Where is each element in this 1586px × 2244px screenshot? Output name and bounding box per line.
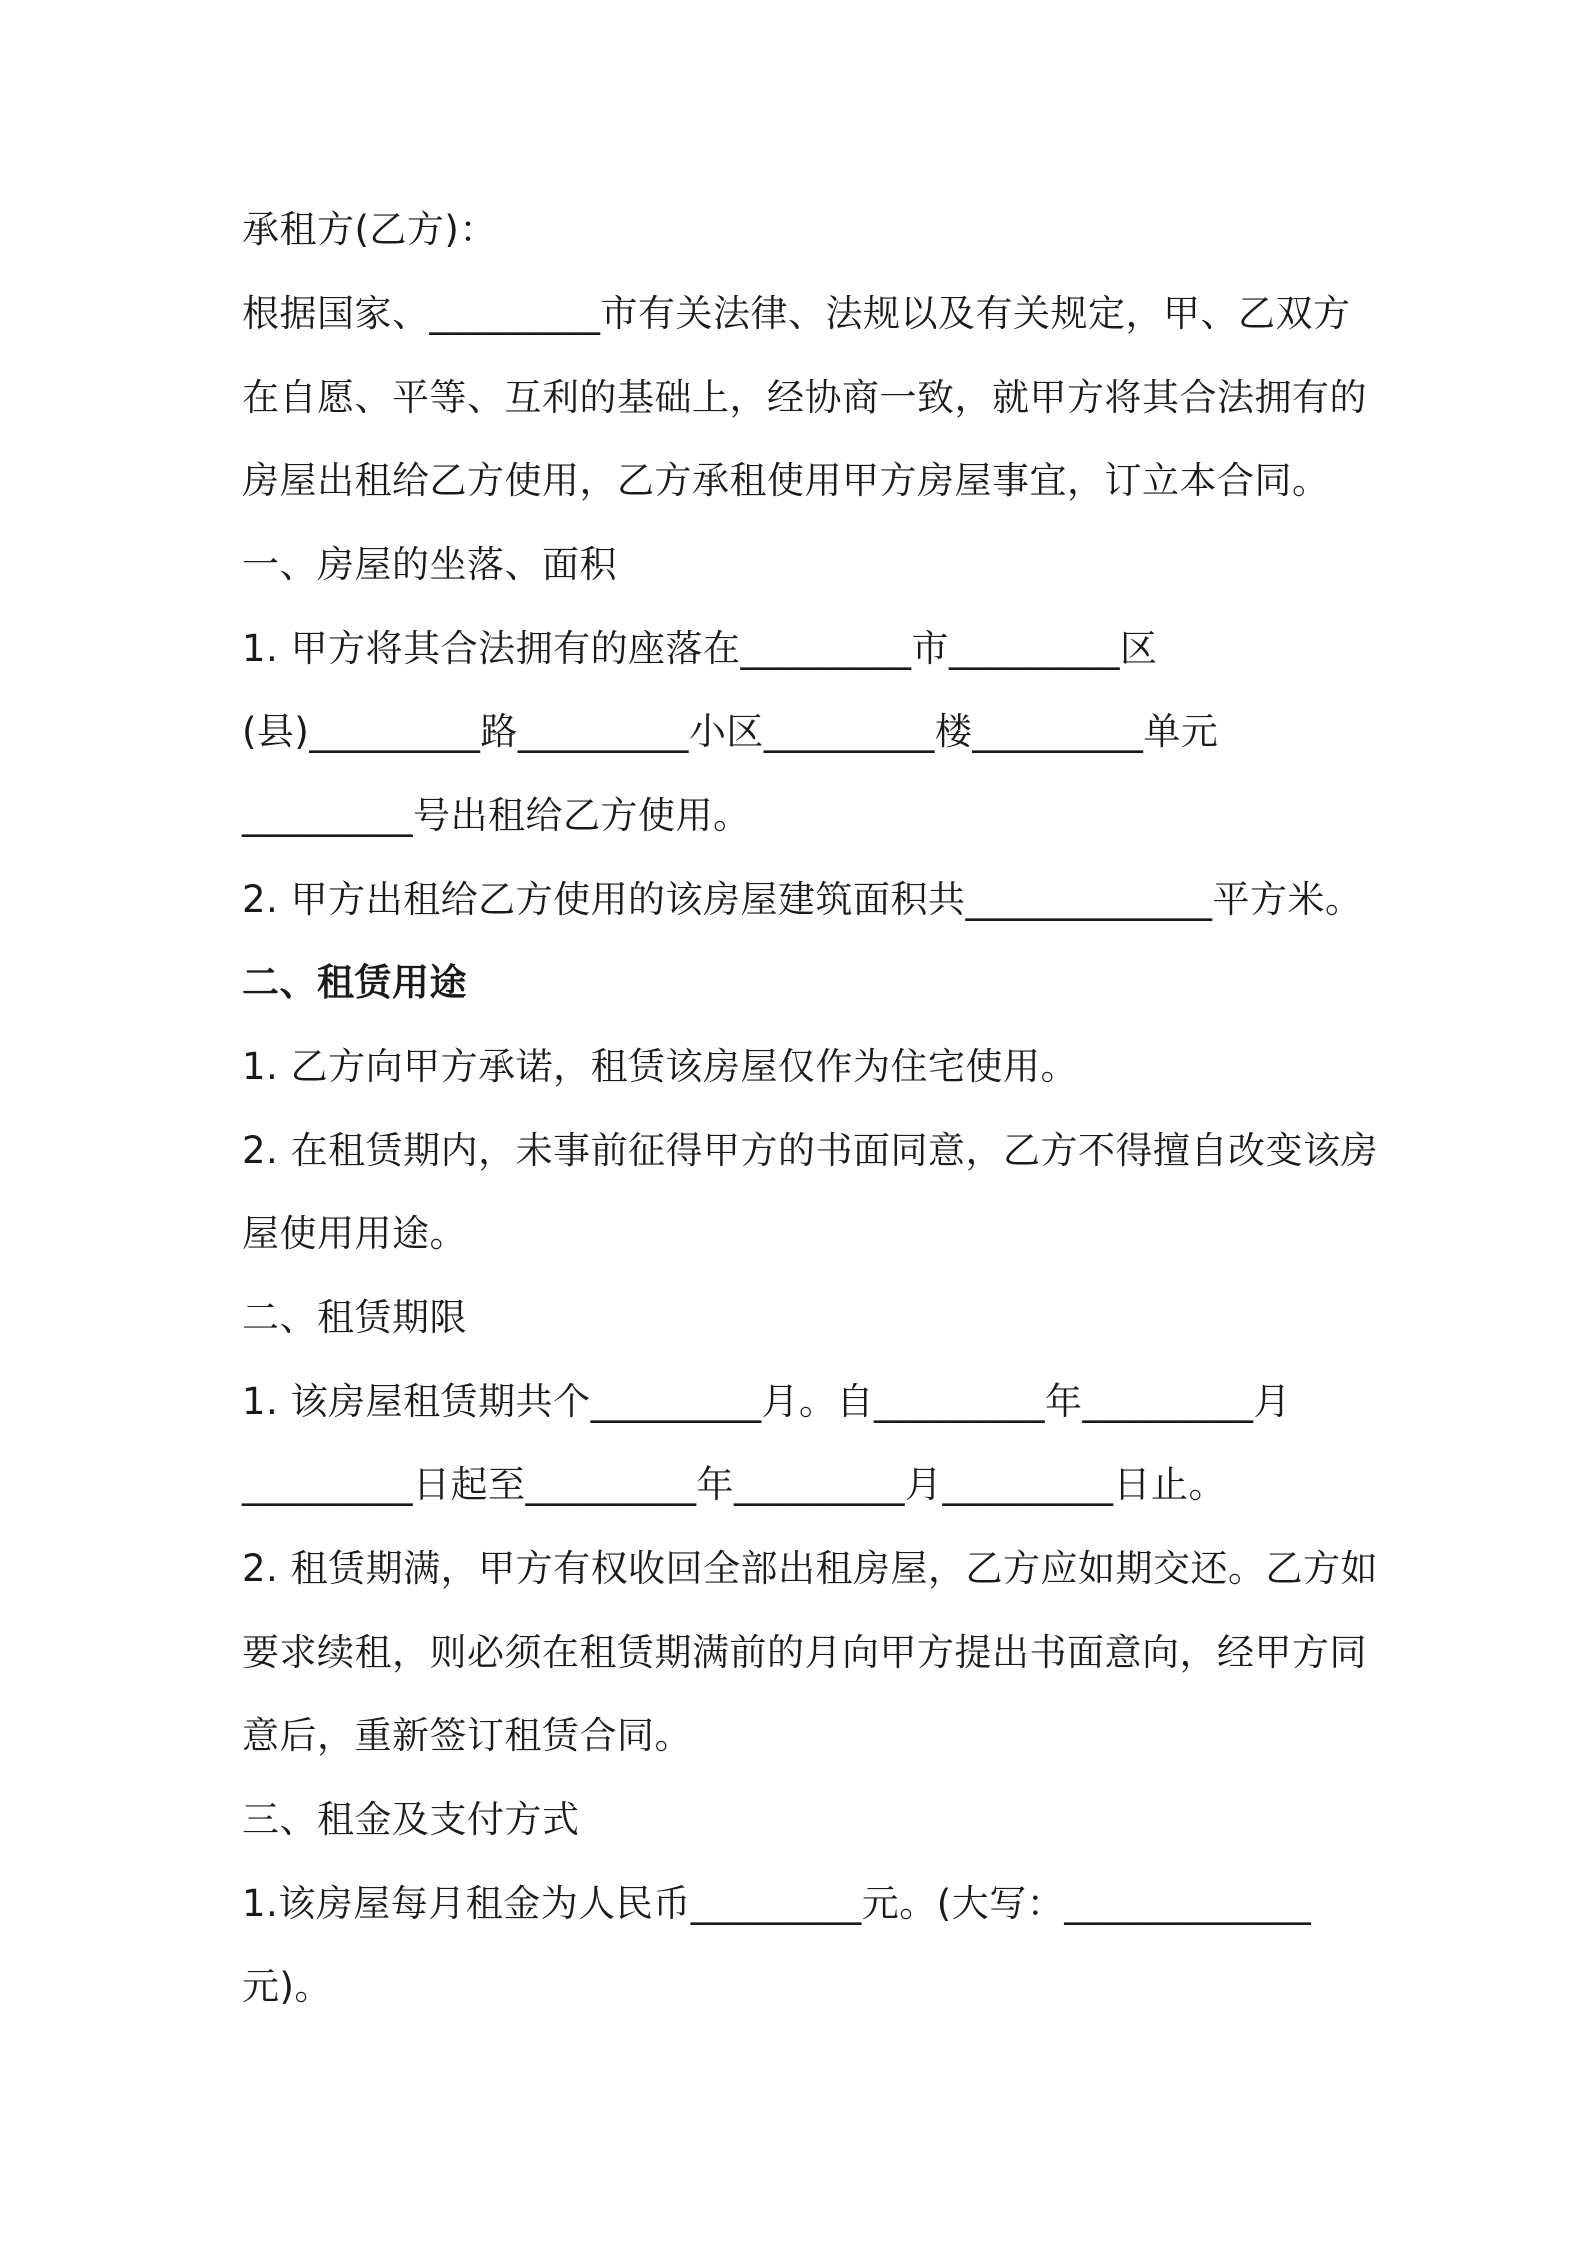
section-heading-term: 二、租赁期限 xyxy=(242,1296,467,1339)
clause-term-2-line-2: 要求续租，则必须在租赁期满前的月向甲方提出书面意向，经甲方同 xyxy=(242,1631,1367,1674)
clause-rent-line-1: 1.该房屋每月租金为人民币_________元。(大写：_____________ xyxy=(242,1882,1312,1925)
preamble-line-1: 根据国家、_________市有关法律、法规以及有关规定，甲、乙双方 xyxy=(242,292,1351,335)
clause-location-line-3: _________号出租给乙方使用。 xyxy=(242,794,751,837)
clause-term-1-line-1: 1. 该房屋租赁期共个_________月。自_________年_________月 xyxy=(242,1380,1292,1423)
clause-term-2-line-3: 意后，重新签订租赁合同。 xyxy=(242,1714,692,1757)
clause-rent-line-2: 元)。 xyxy=(242,1965,332,2008)
clause-term-1-line-2: _________日起至_________年_________月_________日止。 xyxy=(242,1463,1226,1506)
clause-location-line-1: 1. 甲方将其合法拥有的座落在_________市_________区 xyxy=(242,627,1158,670)
section-heading-location-area: 一、房屋的坐落、面积 xyxy=(242,543,617,586)
lessee-label: 承租方(乙方)： xyxy=(242,208,497,251)
clause-usage-1: 1. 乙方向甲方承诺，租赁该房屋仅作为住宅使用。 xyxy=(242,1045,1079,1088)
clause-location-line-2: (县)_________路_________小区_________楼_________单元 xyxy=(242,710,1219,753)
clause-usage-2-line-2: 屋使用用途。 xyxy=(242,1212,467,1255)
preamble-line-3: 房屋出租给乙方使用，乙方承租使用甲方房屋事宜，订立本合同。 xyxy=(242,459,1330,502)
section-heading-usage: 二、租赁用途 xyxy=(242,961,467,1004)
clause-area: 2. 甲方出租给乙方使用的该房屋建筑面积共_____________平方米。 xyxy=(242,878,1363,921)
clause-usage-2-line-1: 2. 在租赁期内，未事前征得甲方的书面同意，乙方不得擅自改变该房 xyxy=(242,1129,1379,1172)
section-heading-rent-payment: 三、租金及支付方式 xyxy=(242,1798,580,1841)
preamble-line-2: 在自愿、平等、互利的基础上，经协商一致，就甲方将其合法拥有的 xyxy=(242,376,1367,419)
clause-term-2-line-1: 2. 租赁期满，甲方有权收回全部出租房屋，乙方应如期交还。乙方如 xyxy=(242,1547,1379,1590)
